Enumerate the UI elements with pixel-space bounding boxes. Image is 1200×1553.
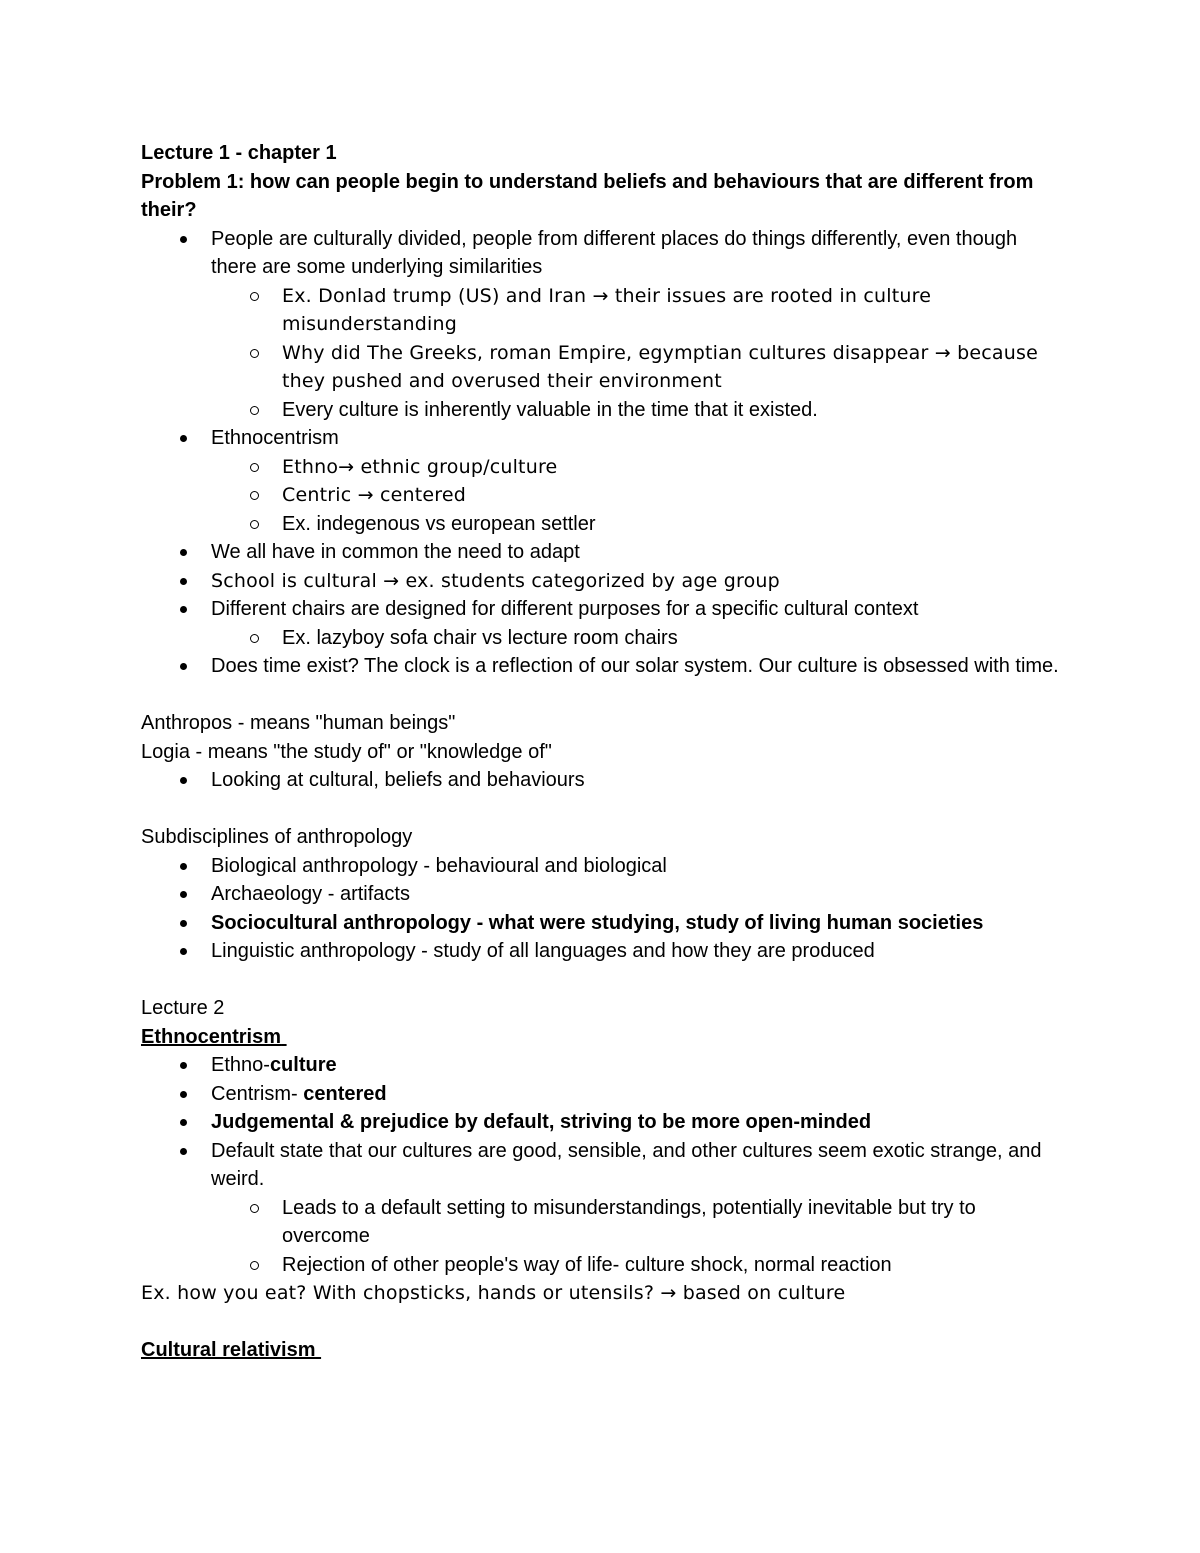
list-item: Archaeology - artifacts	[141, 880, 1061, 909]
list-item: Looking at cultural, beliefs and behaviours	[141, 766, 1061, 795]
subdisciplines-title: Subdisciplines of anthropology	[141, 826, 413, 848]
list-item: School is cultural → ex. students categorized by age group	[141, 567, 1061, 596]
sub-bullet-list	[211, 453, 1061, 539]
sub-bullet-list	[211, 1194, 1061, 1280]
list-item	[141, 1080, 1061, 1109]
logia-definition: Logia - means "the study of" or "knowledge of"	[141, 740, 552, 763]
bullet-prefix: Ethno-	[211, 1054, 270, 1076]
list-item	[141, 595, 1061, 652]
problem-1-heading: Problem 1: how can people begin to understand beliefs and behaviours that are different from their?	[141, 170, 1034, 221]
list-item: Rejection of other people's way of life- culture shock, normal reaction	[211, 1251, 1061, 1280]
problem-bullet-list	[141, 225, 1061, 681]
spacer	[141, 795, 1061, 824]
subdisciplines-list	[141, 852, 1061, 966]
bullet-text: Default state that our cultures are good, sensible, and other cultures seem exotic strange, and weird.	[211, 1139, 1042, 1190]
eating-example: Ex. how you eat? With chopsticks, hands or utensils? → based on culture	[141, 1282, 846, 1304]
logia-bullet-list	[141, 766, 1061, 795]
ethnocentrism-heading-text: Ethnocentrism	[141, 1025, 282, 1048]
bullet-text: Different chairs are designed for different purposes for a specific cultural context	[211, 598, 919, 620]
list-item	[141, 1137, 1061, 1280]
list-item: Every culture is inherently valuable in the time that it existed.	[211, 396, 1061, 425]
spacer	[141, 681, 1061, 710]
list-item: Biological anthropology - behavioural and biological	[141, 852, 1061, 881]
list-item: Centric → centered	[211, 481, 1061, 510]
bullet-text: Ethnocentrism	[211, 427, 339, 449]
bullet-prefix: Centrism-	[211, 1082, 304, 1105]
bullet-bold: culture	[269, 1054, 337, 1076]
list-item: Ex. lazyboy sofa chair vs lecture room chairs	[211, 624, 1061, 653]
list-item: Judgemental & prejudice by default, striving to be more open-minded	[141, 1108, 1061, 1137]
list-item: We all have in common the need to adapt	[141, 538, 1061, 567]
list-item: Ethno→ ethnic group/culture	[211, 453, 1061, 482]
ethnocentrism-list	[141, 1051, 1061, 1279]
lecture-2-title: Lecture 2	[141, 997, 225, 1019]
list-item: Sociocultural anthropology - what were studying, study of living human societies	[141, 909, 1061, 938]
list-item: Ex. Donlad trump (US) and Iran → their issues are rooted in culture misunderstanding	[211, 282, 1061, 339]
cultural-relativism-heading	[141, 1336, 1061, 1365]
list-item: Why did The Greeks, roman Empire, egymptian cultures disappear → because they pushed and overused their environment	[211, 339, 1061, 396]
bullet-bold: centered	[303, 1082, 387, 1105]
anthropos-definition: Anthropos - means "human beings"	[141, 712, 456, 734]
ethnocentrism-heading	[141, 1023, 1061, 1052]
list-item: Leads to a default setting to misunderstandings, potentially inevitable but try to overcome	[211, 1194, 1061, 1251]
document-body	[141, 139, 1061, 1365]
list-item	[141, 1051, 1061, 1080]
list-item: Ex. indegenous vs european settler	[211, 510, 1061, 539]
spacer	[141, 1308, 1061, 1337]
list-item	[141, 225, 1061, 425]
bullet-text: People are culturally divided, people from different places do things differently, even though there are some underlying similarities	[211, 227, 1018, 278]
list-item: Does time exist? The clock is a reflection of our solar system. Our culture is obsessed with time.	[141, 652, 1061, 681]
cultural-relativism-heading-text: Cultural relativism	[141, 1339, 316, 1361]
spacer	[141, 966, 1061, 995]
sub-bullet-list	[211, 624, 1061, 653]
lecture-1-title: Lecture 1 - chapter 1	[141, 142, 337, 164]
sub-bullet-list	[211, 282, 1061, 425]
list-item: Linguistic anthropology - study of all languages and how they are produced	[141, 937, 1061, 966]
list-item	[141, 424, 1061, 538]
